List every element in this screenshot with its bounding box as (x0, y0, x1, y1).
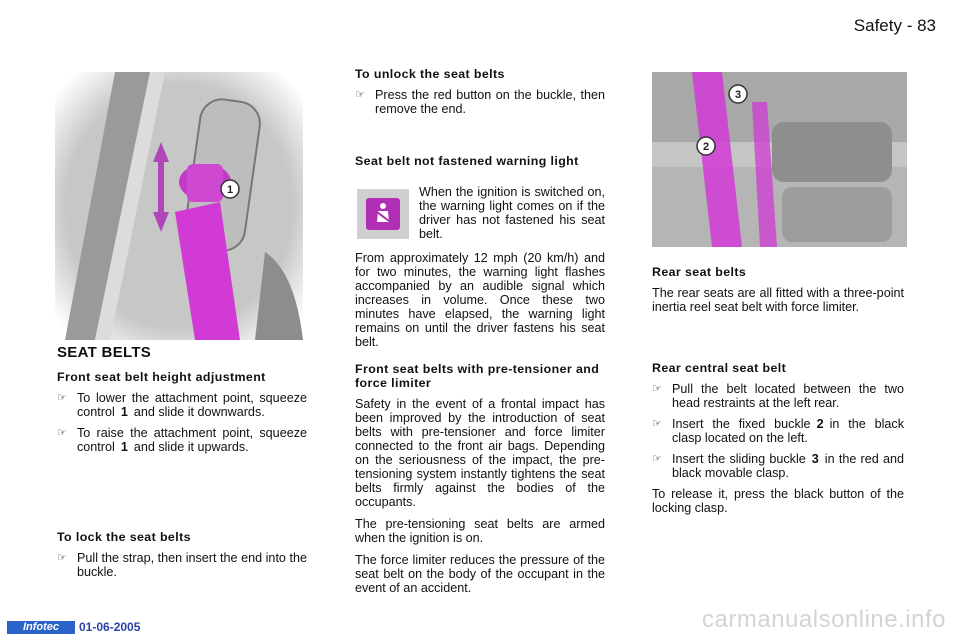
watermark-site: carmanualsonline.info (702, 606, 946, 633)
list-item: ☞ Pull the belt located between the two head restraints at the left rear. (652, 382, 904, 410)
section-title: SEAT BELTS (57, 344, 152, 361)
front-belt-illustration (55, 72, 303, 340)
rear-central-heading: Rear central seat belt (652, 361, 787, 375)
footer-date: 01-06-2005 (79, 620, 141, 634)
infotec-logo: Infotec (7, 621, 75, 634)
callout-3: 3 (734, 89, 742, 101)
height-adjustment-heading: Front seat belt height adjustment (57, 370, 266, 384)
rear-central-section: Rear central seat belt ☞ Pull the belt located between the two head restraints at the left rear. ☞ Insert the fixed buckle 2 in the black clasp located on the left. ☞ Insert the sliding buckle 3 in the red and black movable clasp. To release it, press the black button of the locking clasp. (652, 361, 904, 515)
pretension-heading: Front seat belts with pre-tensioner and force limiter (355, 362, 600, 390)
column-left (57, 346, 307, 461)
pointing-hand-icon: ☞ (57, 427, 67, 439)
rear-belt-illustration (652, 72, 907, 247)
warning-heading-block (355, 154, 595, 175)
page-header: Safety - 83 (853, 16, 936, 35)
pointing-hand-icon: ☞ (57, 552, 67, 564)
pointing-hand-icon: ☞ (355, 89, 365, 101)
pointing-hand-icon: ☞ (652, 418, 662, 430)
list-item: ☞ To raise the attachment point, squeeze control 1 and slide it upwards. (57, 426, 307, 454)
warning-text: When the ignition is switched on, the warning light comes on if the driver has not fastened his seat belt. (419, 185, 605, 241)
warning-heading: Seat belt not fastened warning light (355, 154, 579, 168)
lock-heading: To lock the seat belts (57, 530, 191, 544)
callout-2: 2 (702, 141, 710, 153)
lock-section (57, 530, 307, 586)
seatbelt-warning-icon (357, 189, 409, 239)
list-item: ☞ Pull the strap, then insert the end into the buckle. (57, 551, 307, 579)
column-right: Rear seat belts The rear seats are all fitted with a three-point inertia reel seat belt with force limiter. (652, 265, 904, 314)
list-item: ☞ Insert the fixed buckle 2 in the black clasp located on the left. (652, 417, 904, 445)
pretension-section: Front seat belts with pre-tensioner and force limiter Safety in the event of a frontal impact has been improved by the introduction of seat belts with pre-tensioner and force limiter connected to the front air bags. Depending on the seriousness of the impact, the pre-tensioning system instantly tightens the seat belts firmly against the bodies of the occupants. The pre-tensioning seat belts are armed when the ignition is on. The force limiter reduces the pressure of the seat belt on the body of the occupant in the event of an accident. (355, 362, 605, 595)
column-middle (355, 67, 605, 123)
pointing-hand-icon: ☞ (652, 383, 662, 395)
callout-1: 1 (226, 184, 234, 196)
unlock-heading: To unlock the seat belts (355, 67, 505, 81)
rear-heading: Rear seat belts (652, 265, 747, 279)
pointing-hand-icon: ☞ (57, 392, 67, 404)
warning-paragraph: From approximately 12 mph (20 km/h) and for two minutes, the warning light flashes accompanied by an audible signal which increases in volume. Once these two minutes have elapsed, the warning light remains on until the driver fastens his seat belt. (355, 251, 605, 349)
list-item: ☞ Insert the sliding buckle 3 in the red and black movable clasp. (652, 452, 904, 480)
pointing-hand-icon: ☞ (652, 453, 662, 465)
list-item: ☞ To lower the attachment point, squeeze control 1 and slide it downwards. (57, 391, 307, 419)
list-item: ☞ Press the red button on the buckle, then remove the end. (355, 88, 605, 116)
